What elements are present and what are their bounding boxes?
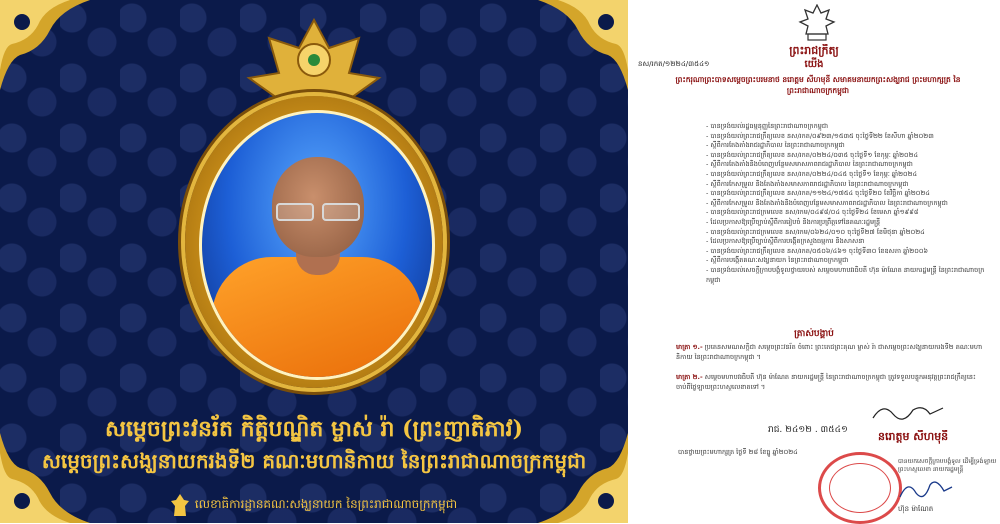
list-item: - បានទ្រង់យល់ព្រះរាជក្រឹត្យលេខ នស/រកត/០២២៤/០៤៥ ចុះថ្ងៃទី១ ខែកុម្ភៈ ឆ្នាំ២០២៤ [706, 170, 991, 180]
countersign-title: បានយកសេចក្តីក្រាបបង្គំទូល ដើម្បីទ្រង់ឡាយព្រះហស្ថលេខា នាយករដ្ឋមន្ត្រី [898, 458, 997, 473]
article-1-text: ប្រគេនសមណសក្តិជា សម្តេចព្រះវនរ័ត ចំពោះ ព្រះតេជព្រះគុណ ម្ចាស់ រ៉ា ជាសម្តេចព្រះសង្ឃនាយករងទី២ គណៈមហានិកាយ នៃព្រះរាជាណាចក្រកម្ពុជា ។ [676, 343, 983, 361]
list-item: - ស្តីពីការតែងតាំងនិងបំពេញបន្ថែមសមាសភាពរាជរដ្ឋាភិបាល នៃព្រះរាជាណាចក្រកម្ពុជា [706, 160, 991, 170]
ornament-corner-top-left [0, 0, 95, 95]
decree-heading: ព្រះរាជក្រឹត្យ [789, 44, 839, 57]
list-item: - ស្តីពីការកែសម្រួល និងតែងតាំងនិងបំពេញបន្ថែមសមាសភាពរាជរដ្ឋាភិបាល នៃព្រះរាជាណាចក្រកម្ពុជា [706, 199, 991, 209]
list-item: - ស្តីពីការតែងតាំងរាជរដ្ឋាភិបាល នៃព្រះរាជាណាចក្រកម្ពុជា [706, 141, 991, 151]
pm-signature [896, 475, 956, 505]
place-date: រាជ. ២៤១២ . ៣៥៤១ [768, 425, 848, 435]
royal-signature [868, 400, 948, 424]
list-item: - ស្តីពីការបង្កើតគណៈសង្ឃនាយក នៃព្រះរាជាណាចក្រកម្ពុជា [706, 256, 991, 266]
monk-robe [212, 257, 422, 380]
footer-text: លេខាធិការដ្ឋានគណៈសង្ឃនាយក នៃព្រះរាជាណាចក្រកម្ពុជា [194, 497, 458, 511]
article-2 [676, 372, 986, 392]
list-item: - ដែលប្រកាសឱ្យប្រើច្បាប់ស្តីពីការរៀបចំ និងការប្រព្រឹត្តទៅនៃគណៈរដ្ឋមន្ត្រី [706, 218, 991, 228]
portrait-frame [177, 18, 451, 390]
footer [0, 494, 628, 516]
decree-considerations [706, 122, 991, 285]
decree-we: យើង [804, 59, 824, 70]
list-item: - បានទ្រង់យល់ព្រះរាជក្រមលេខ នស/រកម/០៦២៤/០១០ ចុះថ្ងៃទី២៧ ខែមិថុនា ឆ្នាំ២០២៤ [706, 228, 991, 238]
decree-reference: នស/រកត/១២២៤/៣៥៤១ [638, 60, 710, 68]
section-title: ត្រាស់បង្គាប់ [794, 329, 834, 339]
portrait-title-line2: សម្តេចព្រះសង្ឃនាយករងទី២ គណៈមហានិកាយ នៃព្រះរាជាណាចក្រកម្ពុជា [41, 449, 587, 473]
list-item: - ដែលប្រកាសឱ្យប្រើច្បាប់ស្តីពីការបង្កើតក្រសួងធម្មការ និងសាសនា [706, 237, 991, 247]
article-2-text: សម្តេចមហាបវរធិបតី ហ៊ុន ម៉ាណែត នាយករដ្ឋមន្ត្រី នៃព្រះរាជាណាចក្រកម្ពុជា ត្រូវទទួលបន្ទុកអនុវត្តព្រះរាជក្រឹត្យនេះ ចាប់ពីថ្ងៃឡាយព្រះហស្ថលេខាតទៅ ។ [676, 373, 976, 391]
royal-emblem-icon [798, 4, 836, 42]
list-item: - បានទ្រង់យល់ព្រះរាជក្រឹត្យលេខ នស/រកត/០៥០៦/៤៦១ ចុះថ្ងៃទី៣០ ខែឧសភា ឆ្នាំ២០០៦ [706, 247, 991, 257]
emblem-icon [171, 494, 189, 516]
article-1 [676, 342, 986, 362]
decree-subject: ព្រះករុណាព្រះបាទសម្តេចព្រះបរមនាថ នរោត្តម សីហមុនី សមាគមនាយកព្រះសង្ឃរាជ ព្រះមហាក្សត្រ នៃព្រះរាជាណាចក្រកម្ពុជា [675, 75, 961, 95]
list-item: - ស្តីពីការកែសម្រួល និងតែងតាំងសមាសភាពរាជរដ្ឋាភិបាល នៃព្រះរាជាណាចក្រកម្ពុជា [706, 180, 991, 190]
article-2-label: មាត្រា ២.- [676, 373, 703, 381]
official-stamp [818, 452, 902, 524]
royal-decree-document [628, 0, 1000, 523]
list-item: - បានទ្រង់យល់រដ្ឋធម្មនុញ្ញនៃព្រះរាជាណាចក្រកម្ពុជា [706, 122, 991, 132]
list-item: - បានទ្រង់យល់ព្រះរាជក្រមលេខ នស/រកម/០៤៩៨/០៤ ចុះថ្ងៃទី២៤ ខែមេសា ឆ្នាំ១៩៩៨ [706, 208, 991, 218]
glasses [276, 203, 360, 217]
article-1-label: មាត្រា ១.- [676, 343, 703, 351]
list-item: - បានទ្រង់យល់ព្រះរាជក្រឹត្យលេខ នស/រកត/០២២៤/០៣៥ ចុះថ្ងៃទី១ ខែកុម្ភៈ ឆ្នាំ២០២៤ [706, 151, 991, 161]
ornament-corner-top-right [533, 0, 628, 95]
list-item: - បានទ្រង់យល់ព្រះរាជក្រឹត្យលេខ នស/រកត/១១២៤/១៧៥៤ ចុះថ្ងៃទី២០ ខែវិច្ឆិកា ឆ្នាំ២០២៤ [706, 189, 991, 199]
submission-note: បានថ្វាយព្រះមហាក្សត្រ ថ្ងៃទី ២៨ ខែធ្នូ ឆ្នាំ២០២៤ [678, 448, 798, 456]
list-item: - បានទ្រង់យល់សេចក្តីក្រាបបង្គំទូលថ្វាយរបស់ សម្តេចមហាបវរធិបតី ហ៊ុន ម៉ាណែត នាយករដ្ឋមន្ត្រី នៃព្រះរាជាណាចក្រកម្ពុជា [706, 266, 991, 285]
countersign-name: ហ៊ុន ម៉ាណែត [898, 505, 934, 513]
signer-name: នរោត្តម សីហមុនី [878, 430, 949, 443]
portrait-title-line1: សម្តេចព្រះវនរ័ត កិត្តិបណ្ឌិត ម្ចាស់ រ៉ា (ព្រះញាតិភាវ) [105, 416, 523, 442]
list-item: - បានទ្រង់យល់ព្រះរាជក្រឹត្យលេខ នស/រកត/០៩២៣/១៥៣៥ ចុះថ្ងៃទី២២ ខែសីហា ឆ្នាំ២០២៣ [706, 132, 991, 142]
crown-ornament [239, 18, 389, 108]
portrait-photo [199, 110, 435, 380]
